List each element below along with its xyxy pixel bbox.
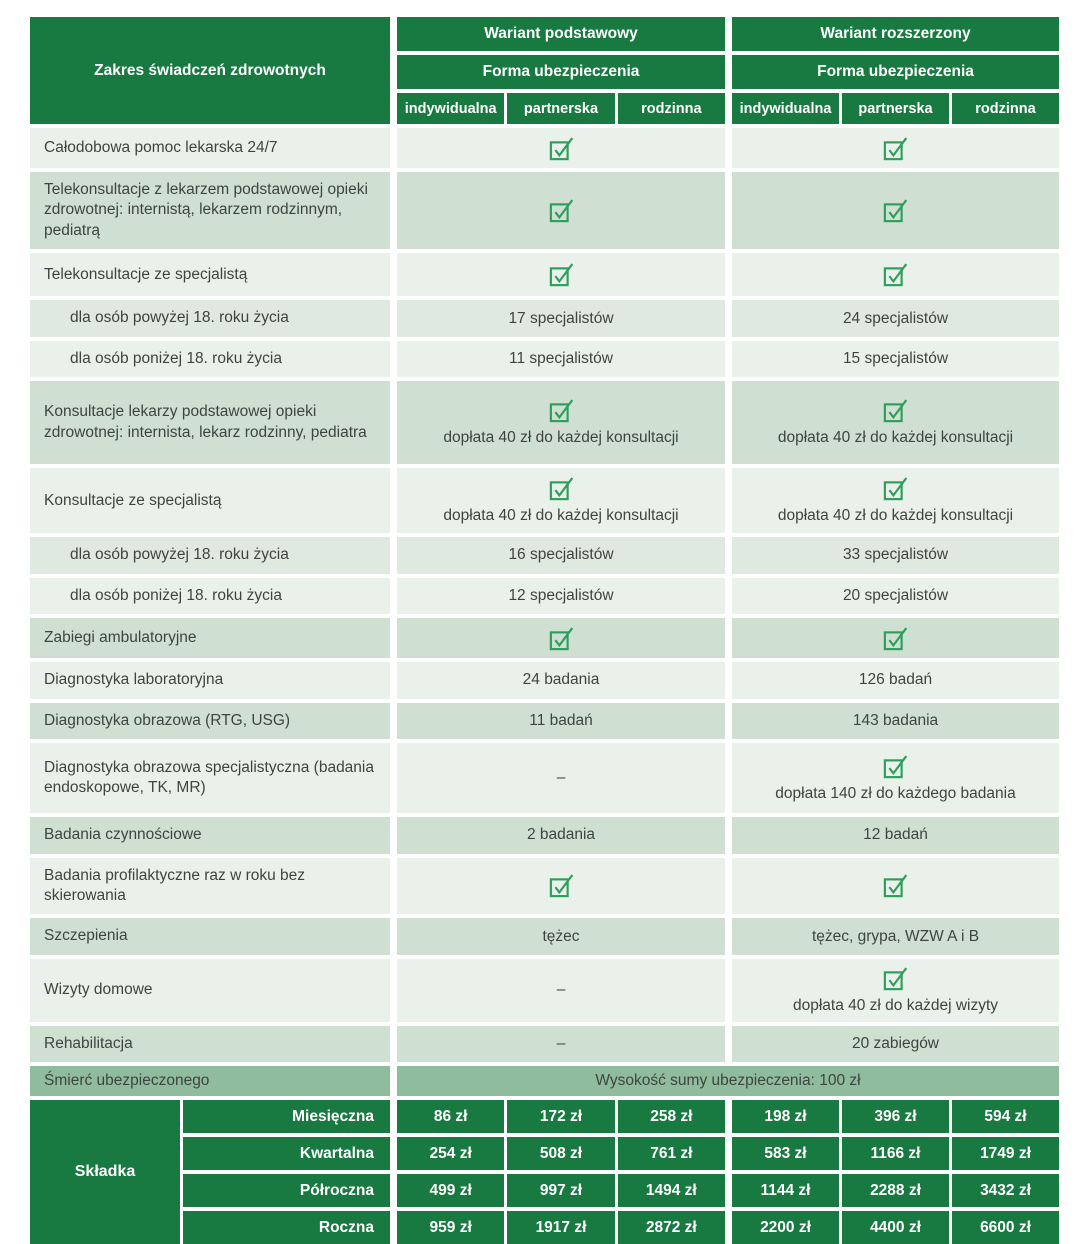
row-label: Konsultacje ze specjalistą — [30, 468, 390, 533]
extended-value-cell — [732, 253, 1059, 296]
basic-value-cell — [397, 537, 725, 573]
extended-value-cell — [732, 578, 1059, 614]
value-text: 20 specjalistów — [842, 586, 949, 604]
extended-value-cell — [732, 381, 1059, 464]
value-text: 20 zabiegów — [851, 1035, 940, 1053]
table-row — [30, 578, 1059, 614]
basic-value-cell — [397, 743, 725, 813]
table-row — [30, 341, 1059, 377]
extended-value-cell — [732, 128, 1059, 168]
premium-row — [183, 1211, 1059, 1244]
basic-value-cell — [397, 341, 725, 377]
row-label: Szczepienia — [30, 918, 390, 954]
value-note: dopłata 40 zł do każdej wizyty — [792, 996, 999, 1014]
table-row — [30, 662, 1059, 698]
basic-value-cell — [397, 703, 725, 739]
table-row — [30, 128, 1059, 168]
premium-value-cell: 1917 zł — [507, 1211, 614, 1244]
form-header-extended: Forma ubezpieczenia — [732, 55, 1059, 89]
premium-row — [183, 1174, 1059, 1207]
form-header-basic: Forma ubezpieczenia — [397, 55, 725, 89]
variant-basic-title: Wariant podstawowy — [397, 17, 725, 51]
value-text: 12 specjalistów — [508, 586, 614, 604]
checkbox-check-icon — [548, 872, 575, 899]
premium-value-cell: 258 zł — [618, 1100, 725, 1133]
premium-label-cell: Składka — [30, 1100, 180, 1244]
value-note: dopłata 140 zł do każdego badania — [775, 784, 1016, 802]
row-label: Diagnostyka obrazowa specjalistyczna (badania endoskopowe, TK, MR) — [30, 743, 390, 813]
form-column-header: indywidualna — [397, 93, 504, 124]
checkbox-check-icon — [548, 135, 575, 162]
table-row — [30, 172, 1059, 249]
table-row — [30, 918, 1059, 954]
checkbox-check-icon — [548, 197, 575, 224]
premium-value-cell: 594 zł — [952, 1100, 1059, 1133]
row-label: Diagnostyka obrazowa (RTG, USG) — [30, 703, 390, 739]
value-text: 126 badań — [858, 671, 933, 689]
row-label: Badania profilaktyczne raz w roku bez skierowania — [30, 858, 390, 915]
premium-value-cell: 198 zł — [732, 1100, 839, 1133]
form-column-header: rodzinna — [618, 93, 725, 124]
checkbox-check-icon — [882, 625, 909, 652]
row-label: dla osób poniżej 18. roku życia — [30, 341, 390, 377]
value-text: 24 specjalistów — [842, 309, 949, 327]
extended-value-cell — [732, 918, 1059, 954]
checkbox-check-icon — [882, 261, 909, 288]
extended-value-cell — [732, 468, 1059, 533]
value-text: 15 specjalistów — [842, 349, 949, 367]
premium-value-cell: 396 zł — [842, 1100, 949, 1133]
checkbox-check-icon — [548, 261, 575, 288]
checkbox-check-icon — [882, 475, 909, 502]
form-column-header: partnerska — [842, 93, 949, 124]
extended-value-cell — [732, 172, 1059, 249]
premium-value-cell: 86 zł — [397, 1100, 504, 1133]
checkbox-check-icon — [882, 753, 909, 780]
table-row — [30, 858, 1059, 915]
checkbox-check-icon — [882, 965, 909, 992]
premium-value-cell: 254 zł — [397, 1137, 504, 1170]
variant-basic-header-group — [397, 17, 725, 124]
premium-period-cell: Kwartalna — [183, 1137, 390, 1170]
premium-value-cell: 959 zł — [397, 1211, 504, 1244]
form-column-header: partnerska — [507, 93, 614, 124]
basic-value-cell — [397, 128, 725, 168]
value-text: 12 badań — [863, 826, 928, 844]
premium-period-cell: Roczna — [183, 1211, 390, 1244]
premium-value-cell: 997 zł — [507, 1174, 614, 1207]
value-text: 143 badania — [852, 711, 939, 729]
checkbox-check-icon — [882, 197, 909, 224]
extended-value-cell — [732, 537, 1059, 573]
value-note: dopłata 40 zł do każdej konsultacji — [443, 507, 679, 525]
value-text: tężec, grypa, WZW A i B — [811, 927, 980, 945]
value-note: dopłata 40 zł do każdej konsultacji — [777, 429, 1014, 447]
sum-insured-row — [30, 1066, 1059, 1096]
value-note: dopłata 40 zł do każdej konsultacji — [443, 429, 679, 447]
row-label: Telekonsultacje ze specjalistą — [30, 253, 390, 296]
basic-value-cell — [397, 381, 725, 464]
checkbox-check-icon — [548, 625, 575, 652]
basic-value-cell — [397, 253, 725, 296]
premium-value-cell: 2200 zł — [732, 1211, 839, 1244]
basic-value-cell — [397, 662, 725, 698]
basic-value-cell — [397, 468, 725, 533]
value-text: – — [556, 981, 566, 999]
table-row — [30, 253, 1059, 296]
table-row — [30, 1026, 1059, 1062]
premium-section — [30, 1100, 1059, 1244]
premium-value-cell: 2872 zł — [618, 1211, 725, 1244]
table-row — [30, 743, 1059, 813]
premium-row — [183, 1137, 1059, 1170]
value-text: 16 specjalistów — [508, 546, 614, 564]
value-text: 2 badania — [526, 826, 596, 844]
row-label: Zabiegi ambulatoryjne — [30, 618, 390, 658]
basic-value-cell — [397, 172, 725, 249]
basic-value-cell — [397, 618, 725, 658]
value-text: – — [556, 1035, 566, 1053]
row-label: Rehabilitacja — [30, 1026, 390, 1062]
basic-value-cell — [397, 858, 725, 915]
premium-value-cell: 1144 zł — [732, 1174, 839, 1207]
row-label: Wizyty domowe — [30, 959, 390, 1022]
premium-value-cell: 6600 zł — [952, 1211, 1059, 1244]
premium-value-cell: 2288 zł — [842, 1174, 949, 1207]
premium-value-cell: 499 zł — [397, 1174, 504, 1207]
premium-value-cell: 508 zł — [507, 1137, 614, 1170]
extended-value-cell — [732, 743, 1059, 813]
table-row — [30, 618, 1059, 658]
sum-row-value: Wysokość sumy ubezpieczenia: 100 zł — [397, 1066, 1059, 1096]
table-row — [30, 300, 1059, 336]
row-label: Telekonsultacje z lekarzem podstawowej opieki zdrowotnej: internistą, lekarzem rodzinnym, pediatrą — [30, 172, 390, 249]
variant-extended-header-group — [732, 17, 1059, 124]
extended-value-cell — [732, 817, 1059, 853]
premium-value-cell: 172 zł — [507, 1100, 614, 1133]
table-header — [30, 17, 1059, 124]
premium-value-cell: 1166 zł — [842, 1137, 949, 1170]
checkbox-check-icon — [882, 397, 909, 424]
value-text: 33 specjalistów — [842, 546, 949, 564]
basic-value-cell — [397, 959, 725, 1022]
premium-value-cell: 761 zł — [618, 1137, 725, 1170]
premium-period-cell: Miesięczna — [183, 1100, 390, 1133]
premium-value-cell: 583 zł — [732, 1137, 839, 1170]
sum-row-label: Śmierć ubezpieczonego — [30, 1066, 390, 1096]
basic-value-cell — [397, 918, 725, 954]
extended-value-cell — [732, 959, 1059, 1022]
row-label: Diagnostyka laboratoryjna — [30, 662, 390, 698]
row-label: dla osób poniżej 18. roku życia — [30, 578, 390, 614]
table-row — [30, 959, 1059, 1022]
extended-value-cell — [732, 703, 1059, 739]
row-label: dla osób powyżej 18. roku życia — [30, 300, 390, 336]
row-label: dla osób powyżej 18. roku życia — [30, 537, 390, 573]
checkbox-check-icon — [548, 397, 575, 424]
table-row — [30, 537, 1059, 573]
extended-value-cell — [732, 662, 1059, 698]
scope-header-cell: Zakres świadczeń zdrowotnych — [30, 17, 390, 124]
value-text: 17 specjalistów — [508, 309, 614, 327]
premium-value-cell: 1494 zł — [618, 1174, 725, 1207]
value-text: – — [556, 769, 566, 786]
extended-value-cell — [732, 300, 1059, 336]
extended-value-cell — [732, 1026, 1059, 1062]
value-text: tężec — [542, 927, 580, 945]
form-column-header: rodzinna — [952, 93, 1059, 124]
value-text: 11 specjalistów — [509, 349, 613, 367]
premium-value-cell: 1749 zł — [952, 1137, 1059, 1170]
basic-value-cell — [397, 1026, 725, 1062]
checkbox-check-icon — [882, 135, 909, 162]
table-row — [30, 703, 1059, 739]
table-row — [30, 468, 1059, 533]
premium-value-cell: 3432 zł — [952, 1174, 1059, 1207]
premium-period-cell: Półroczna — [183, 1174, 390, 1207]
basic-value-cell — [397, 300, 725, 336]
row-label: Całodobowa pomoc lekarska 24/7 — [30, 128, 390, 168]
value-text: 11 badań — [529, 711, 593, 729]
value-note: dopłata 40 zł do każdej konsultacji — [777, 507, 1014, 525]
table-row — [30, 381, 1059, 464]
premium-value-cell: 4400 zł — [842, 1211, 949, 1244]
checkbox-check-icon — [882, 872, 909, 899]
checkbox-check-icon — [548, 475, 575, 502]
basic-value-cell — [397, 578, 725, 614]
value-text: 24 badania — [522, 671, 600, 689]
benefits-table — [30, 17, 1059, 1244]
premium-row — [183, 1100, 1059, 1133]
extended-value-cell — [732, 618, 1059, 658]
row-label: Konsultacje lekarzy podstawowej opieki zdrowotnej: internista, lekarz rodzinny, pediatra — [30, 381, 390, 464]
basic-value-cell — [397, 817, 725, 853]
extended-value-cell — [732, 341, 1059, 377]
table-row — [30, 817, 1059, 853]
variant-extended-title: Wariant rozszerzony — [732, 17, 1059, 51]
extended-value-cell — [732, 858, 1059, 915]
form-column-header: indywidualna — [732, 93, 839, 124]
row-label: Badania czynnościowe — [30, 817, 390, 853]
